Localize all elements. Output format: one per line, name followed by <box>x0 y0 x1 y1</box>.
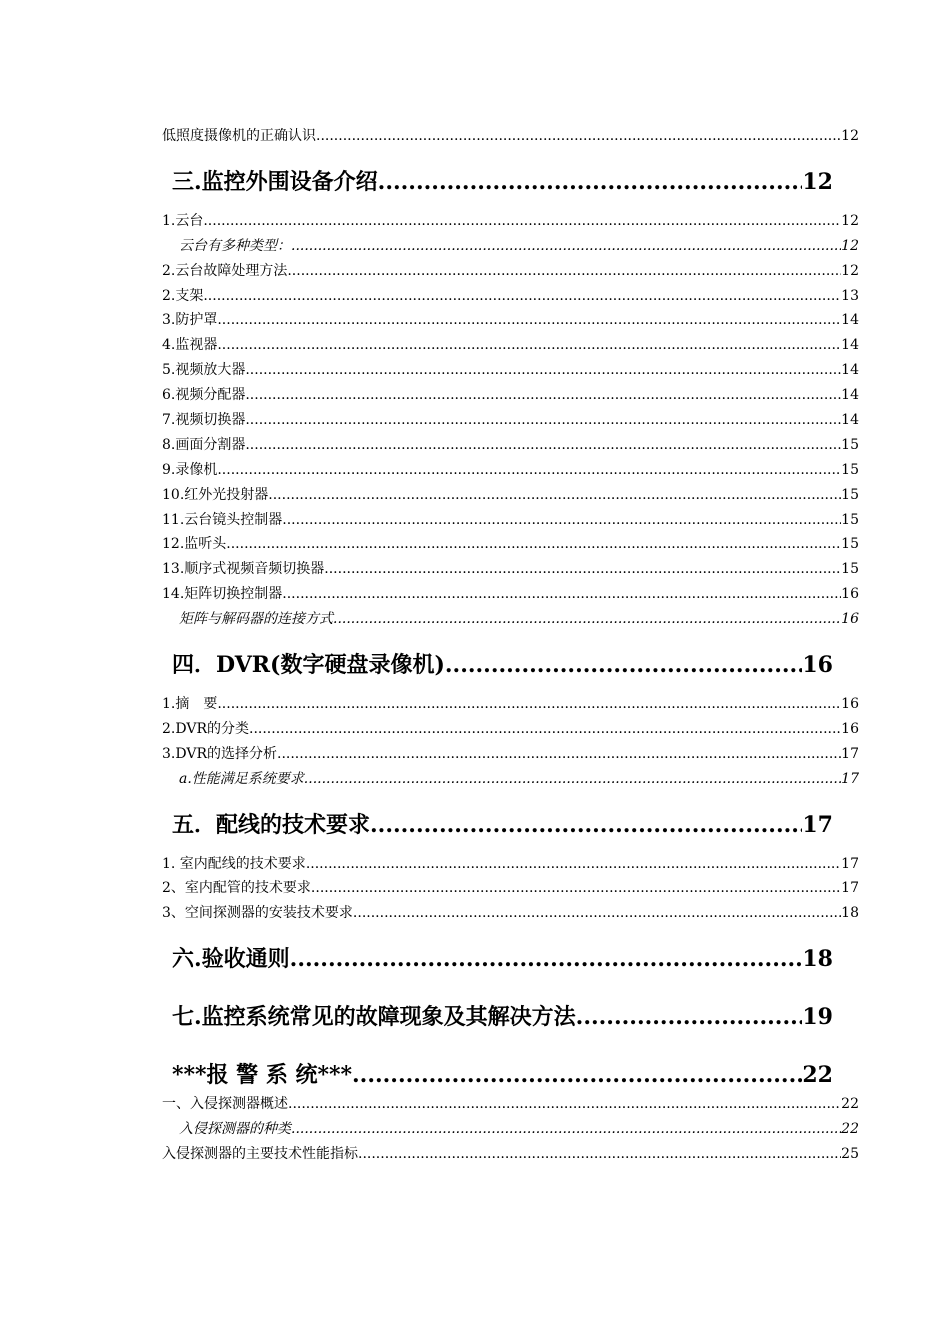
toc-subsection-entry[interactable] <box>162 607 859 632</box>
toc-section-entry[interactable] <box>162 284 859 309</box>
toc-entry-title: 5.视频放大器 <box>162 362 246 379</box>
toc-page-number: 14 <box>841 412 859 429</box>
toc-leader-dots <box>370 808 802 842</box>
toc-leader-dots <box>378 165 803 199</box>
toc-page-number: 14 <box>841 362 859 379</box>
toc-page-number: 18 <box>841 905 859 922</box>
toc-leader-dots <box>333 607 841 632</box>
toc-section-entry[interactable] <box>162 259 859 284</box>
toc-entry-title: 3.DVR的选择分析 <box>162 745 277 762</box>
toc-leader-dots <box>316 124 841 149</box>
toc-leader-dots <box>245 358 841 383</box>
toc-entry-title: 3.防护罩 <box>162 312 218 329</box>
toc-leader-dots <box>217 458 841 483</box>
toc-entry-title: 10.红外光投射器 <box>162 486 269 503</box>
toc-section-entry[interactable] <box>162 408 859 433</box>
toc-section-entry[interactable] <box>162 876 859 901</box>
toc-section-entry[interactable] <box>162 582 859 607</box>
toc-leader-dots <box>358 1142 841 1167</box>
toc-page-number: 15 <box>841 461 859 478</box>
toc-entry-title: 8.画面分割器 <box>162 436 246 453</box>
toc-entry-title: 云台有多种类型： <box>179 237 291 254</box>
toc-page-number: 25 <box>841 1146 859 1163</box>
toc-page-number: 16 <box>841 611 859 628</box>
toc-entry-title: 13.顺序式视频音频切换器 <box>162 561 325 578</box>
toc-page-number: 15 <box>841 486 859 503</box>
toc-entry-title: 9.录像机 <box>162 461 218 478</box>
toc-page-number: 14 <box>841 337 859 354</box>
toc-section-entry[interactable] <box>162 508 859 533</box>
toc-page-number: 14 <box>841 312 859 329</box>
toc-subsection-entry[interactable] <box>162 1117 859 1142</box>
toc-section-entry[interactable] <box>162 1092 859 1117</box>
toc-leader-dots <box>282 582 841 607</box>
toc-leader-dots <box>282 508 841 533</box>
toc-leader-dots <box>249 717 841 742</box>
toc-entry-title: 一、入侵探测器概述 <box>162 1096 288 1113</box>
toc-page-number: 12 <box>841 237 859 254</box>
toc-entry-title: 2.支架 <box>162 287 204 304</box>
toc-section-entry[interactable] <box>162 901 859 926</box>
toc-chapter-entry[interactable] <box>172 165 833 199</box>
toc-leader-dots <box>268 483 841 508</box>
toc-entry-title: 14.矩阵切换控制器 <box>162 586 283 603</box>
toc-leader-dots <box>287 259 841 284</box>
toc-page-number: 12 <box>802 168 833 195</box>
toc-section-entry[interactable] <box>162 333 859 358</box>
toc-entry-title: 12.监听头 <box>162 536 227 553</box>
toc-page-number: 15 <box>841 561 859 578</box>
toc-section-entry[interactable] <box>162 532 859 557</box>
toc-leader-dots <box>203 284 841 309</box>
toc-leader-dots <box>304 767 841 792</box>
toc-leader-dots <box>203 209 841 234</box>
toc-page-number: 12 <box>841 212 859 229</box>
toc-leader-dots <box>245 383 841 408</box>
toc-chapter-entry[interactable] <box>172 648 833 682</box>
toc-section-entry[interactable] <box>162 383 859 408</box>
toc-entry-title: 2.DVR的分类 <box>162 720 249 737</box>
toc-section-entry[interactable] <box>162 458 859 483</box>
toc-entry-title: 低照度摄像机的正确认识 <box>162 128 316 144</box>
toc-page-number: 15 <box>841 536 859 553</box>
toc-section-entry[interactable] <box>162 557 859 582</box>
toc-section-entry[interactable] <box>162 433 859 458</box>
toc-section-entry[interactable] <box>162 209 859 234</box>
toc-entry-title: a.性能满足系统要求 <box>179 770 304 787</box>
toc-page-number: 16 <box>841 720 859 737</box>
toc-leader-dots <box>445 648 803 682</box>
toc-leader-dots <box>291 234 841 259</box>
toc-page-number: 17 <box>841 855 859 872</box>
toc-entry-title: 入侵探测器的种类 <box>179 1121 291 1138</box>
toc-chapter-entry[interactable] <box>172 1000 833 1034</box>
toc-entry-title: 2、室内配管的技术要求 <box>162 880 311 897</box>
toc-leader-dots <box>352 1058 802 1092</box>
toc-page-number: 16 <box>841 586 859 603</box>
toc-leader-dots <box>353 901 841 926</box>
toc-section-entry[interactable] <box>162 1142 859 1167</box>
toc-entry-title: 五．配线的技术要求 <box>172 811 371 838</box>
toc-entry-title: 七.监控系统常见的故障现象及其解决方法 <box>172 1004 576 1031</box>
toc-section-entry[interactable] <box>162 742 859 767</box>
toc-leader-dots <box>324 557 841 582</box>
toc-chapter-entry[interactable] <box>172 808 833 842</box>
toc-page-number: 17 <box>841 880 859 897</box>
toc-entry-title: 1. 室内配线的技术要求 <box>162 855 306 872</box>
toc-leader-dots <box>245 433 841 458</box>
toc-section-entry[interactable] <box>162 692 859 717</box>
toc-page-number: 16 <box>802 652 833 679</box>
toc-leader-dots <box>277 742 841 767</box>
toc-section-entry[interactable] <box>162 852 859 877</box>
toc-chapter-entry[interactable] <box>172 1058 833 1092</box>
toc-entry-title: 4.监视器 <box>162 337 218 354</box>
toc-chapter-entry[interactable] <box>172 942 833 976</box>
toc-section-entry[interactable] <box>162 717 859 742</box>
toc-leader-dots <box>217 333 841 358</box>
toc-entry-title: 1.摘 要 <box>162 696 218 713</box>
toc-page-number: 22 <box>802 1062 833 1089</box>
toc-page-number: 16 <box>841 696 859 713</box>
toc-page-number: 19 <box>802 1004 833 1031</box>
table-of-contents <box>162 124 859 1167</box>
toc-entry-title: 6.视频分配器 <box>162 387 246 404</box>
toc-entry-title: 1.云台 <box>162 212 204 229</box>
toc-entry-title: 四．DVR(数字硬盘录像机) <box>172 652 445 679</box>
toc-entry-title: 六.验收通则 <box>172 946 290 973</box>
toc-page-number: 22 <box>841 1121 859 1138</box>
toc-leader-dots <box>288 1092 841 1117</box>
toc-section-entry[interactable] <box>162 124 859 149</box>
toc-leader-dots <box>217 692 841 717</box>
toc-leader-dots <box>576 1000 803 1034</box>
toc-entry-title: 入侵探测器的主要技术性能指标 <box>162 1146 358 1163</box>
toc-subsection-entry[interactable] <box>162 767 859 792</box>
toc-entry-title: 三.监控外围设备介绍 <box>172 168 378 195</box>
toc-page-number: 13 <box>841 287 859 304</box>
toc-entry-title: 3、空间探测器的安装技术要求 <box>162 905 353 922</box>
toc-page-number: 15 <box>841 511 859 528</box>
toc-entry-title: 7.视频切换器 <box>162 412 246 429</box>
toc-leader-dots <box>290 942 803 976</box>
toc-section-entry[interactable] <box>162 308 859 333</box>
toc-section-entry[interactable] <box>162 358 859 383</box>
toc-page-number: 12 <box>841 262 859 279</box>
toc-entry-title: 2.云台故障处理方法 <box>162 262 288 279</box>
toc-page-number: 17 <box>802 811 833 838</box>
toc-page-number: 18 <box>802 946 833 973</box>
toc-leader-dots <box>291 1117 841 1142</box>
toc-entry-title: 11.云台镜头控制器 <box>162 511 283 528</box>
toc-entry-title: 矩阵与解码器的连接方式 <box>179 611 333 628</box>
toc-page-number: 17 <box>841 745 859 762</box>
toc-leader-dots <box>226 532 841 557</box>
toc-page-number: 12 <box>841 128 859 144</box>
toc-leader-dots <box>311 876 841 901</box>
toc-page-number: 14 <box>841 387 859 404</box>
toc-leader-dots <box>306 852 841 877</box>
toc-page-number: 22 <box>841 1096 859 1113</box>
toc-subsection-entry[interactable] <box>162 234 859 259</box>
toc-leader-dots <box>245 408 841 433</box>
toc-leader-dots <box>217 308 841 333</box>
toc-section-entry[interactable] <box>162 483 859 508</box>
toc-page-number: 17 <box>841 770 859 787</box>
toc-page-number: 15 <box>841 436 859 453</box>
toc-entry-title: ***报 警 系 统*** <box>172 1062 353 1089</box>
